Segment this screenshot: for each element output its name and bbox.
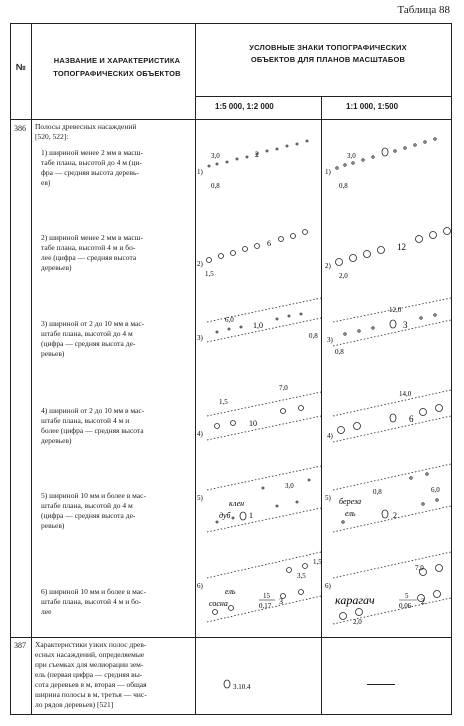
s6-right-f-bot: 0,06 <box>399 602 412 610</box>
s4-left-d1: 1,5 <box>219 398 228 406</box>
symbol-5-left <box>197 460 321 534</box>
s5-left-w1: клен <box>229 499 245 508</box>
symbol-4-left <box>197 376 321 442</box>
table <box>10 23 452 715</box>
s6-right-d1: 7,0 <box>415 564 424 572</box>
s2-right-d1: 2,0 <box>339 272 348 280</box>
s3-right-h: 3 <box>403 320 408 330</box>
s6-right-f-top: 5 <box>405 592 409 600</box>
symbol-1-right <box>323 132 451 192</box>
s6-right-w1: карагач <box>335 593 375 607</box>
s6-left-h: 3 <box>279 597 283 606</box>
s1-left-d2: 0,8 <box>211 182 220 190</box>
symbol-3-right <box>323 292 451 356</box>
s4-right-num: 4) <box>327 432 333 440</box>
symbol-387-right-line <box>367 684 395 685</box>
scale-right: 1:1 000, 1:500 <box>346 102 399 111</box>
s3-left-d1: 6,0 <box>225 316 234 324</box>
s5-left-d1: 3,0 <box>285 482 294 490</box>
s5-right-w1: береза <box>339 497 362 506</box>
s2-right-num: 2) <box>325 262 331 270</box>
symbol-1-left <box>197 132 321 192</box>
item-2-text: 2) шириной менее 2 мм в масш- табе плана, высотой 4 м и бо- лее (цифра — средняя высота деревьев) <box>41 233 143 272</box>
item-5-text: 5) шириной 10 мм и более в мас- штабе плана, высотой до 4 м (цифра — средняя высота де- ревьев) <box>41 491 146 530</box>
s387-label: 3.10.4 <box>233 683 251 691</box>
s6-left-f-top: 15 <box>263 592 270 600</box>
item-1-text: 1) шириной менее 2 мм в масш- табе плана, высотой до 4 м (ци- фра — средняя высота деревь- ев) <box>41 148 143 187</box>
symbol-6-right <box>323 544 451 624</box>
s3-right-d2: 0,8 <box>335 348 344 356</box>
s5-right-h: 2 <box>393 511 397 520</box>
header-name-line2: ТОПОГРАФИЧЕСКИХ ОБЪЕКТОВ <box>53 69 181 78</box>
s1-right-d2: 0,8 <box>339 182 348 190</box>
header-num: № <box>15 62 27 72</box>
s3-right-num: 3) <box>327 336 333 344</box>
s1-left-num: 1) <box>197 168 203 176</box>
s4-left-d2: 7,0 <box>279 384 288 392</box>
s1-left-h: 2 <box>255 150 259 159</box>
s5-right-num: 5) <box>325 494 331 502</box>
s2-right-h: 12 <box>397 242 406 252</box>
s6-left-w1: ель <box>225 587 236 596</box>
s3-left-d2: 0,8 <box>309 332 318 340</box>
s2-left-h: 6 <box>267 239 271 248</box>
symbol-3-left <box>197 292 321 356</box>
row-number-387: 387 <box>14 641 26 650</box>
item-3-text: 3) шириной от 2 до 10 мм в мас- штабе плана, высотой до 4 м (цифра — средняя высота де- ревьев) <box>41 319 145 358</box>
s6-left-d1: 3,5 <box>297 572 306 580</box>
s6-right-num: 6) <box>325 582 331 590</box>
table-header <box>11 24 451 120</box>
symbol-6-left <box>197 544 321 624</box>
s5-right-d2: 6,0 <box>431 486 440 494</box>
s3-left-num: 3) <box>197 334 203 342</box>
row-387-text: Характеристики узких полос древ- есных насаждений, определяемые при съемках для мелиорации зем- ель (первая цифра — средняя вы- сота деревьев в м, вторая — общая ширина полосы в м, третья — чис- ло рядов деревьев) [521] <box>35 640 147 709</box>
symbol-2-right <box>323 216 451 280</box>
s6-left-f-bot: 0,17 <box>259 602 272 610</box>
row-number-386: 386 <box>14 124 26 133</box>
s5-left-h: 1 <box>249 511 253 520</box>
symbol-4-right <box>323 376 451 442</box>
s2-left-d1: 1,5 <box>205 270 214 278</box>
s6-left-d2: 1,5 <box>313 558 322 566</box>
s6-right-h: 2 <box>421 597 425 606</box>
header-name-line1: НАЗВАНИЕ И ХАРАКТЕРИСТИКА <box>53 56 181 65</box>
symbol-5-right <box>323 460 451 534</box>
symbol-387-left <box>221 676 301 696</box>
s5-right-w2: ель <box>345 509 356 518</box>
s5-left-w2: дуб <box>219 511 231 520</box>
s6-left-num: 6) <box>197 582 203 590</box>
s1-left-d1: 3,0 <box>211 152 220 160</box>
scale-left: 1:5 000, 1:2 000 <box>215 102 274 111</box>
s1-right-d1: 3,0 <box>347 152 356 160</box>
s4-left-num: 4) <box>197 430 203 438</box>
header-signs-line2: ОБЪЕКТОВ ДЛЯ ПЛАНОВ МАСШТАБОВ <box>250 55 406 64</box>
s3-right-d1: 12,0 <box>389 306 402 314</box>
s6-right-d2: 2,0 <box>353 618 362 626</box>
row-386-title: Полосы древесных насаждений [520, 522]: <box>35 122 137 141</box>
s1-right-num: 1) <box>325 168 331 176</box>
item-4-text: 4) шириной от 2 до 10 мм в мас- штабе плана, высотой 4 м и более (цифра — средняя высота деревьев) <box>41 406 145 445</box>
s5-right-d1: 0,8 <box>373 488 382 496</box>
s3-left-h: 1,0 <box>253 321 263 330</box>
s6-left-w2: сосна <box>209 599 228 608</box>
page-label: Таблица 88 <box>397 4 450 16</box>
header-signs-line1: УСЛОВНЫЕ ЗНАКИ ТОПОГРАФИЧЕСКИХ <box>249 43 407 52</box>
symbol-2-left <box>197 216 321 276</box>
s5-left-num: 5) <box>197 494 203 502</box>
s4-right-h: 6 <box>409 414 414 424</box>
s4-left-h: 10 <box>249 419 257 428</box>
s4-right-d1: 14,0 <box>399 390 412 398</box>
item-6-text: 6) шириной 10 мм и более в мас- штабе плана, высотой 4 м и бо- лее <box>41 587 146 616</box>
s2-left-num: 2) <box>197 260 203 268</box>
